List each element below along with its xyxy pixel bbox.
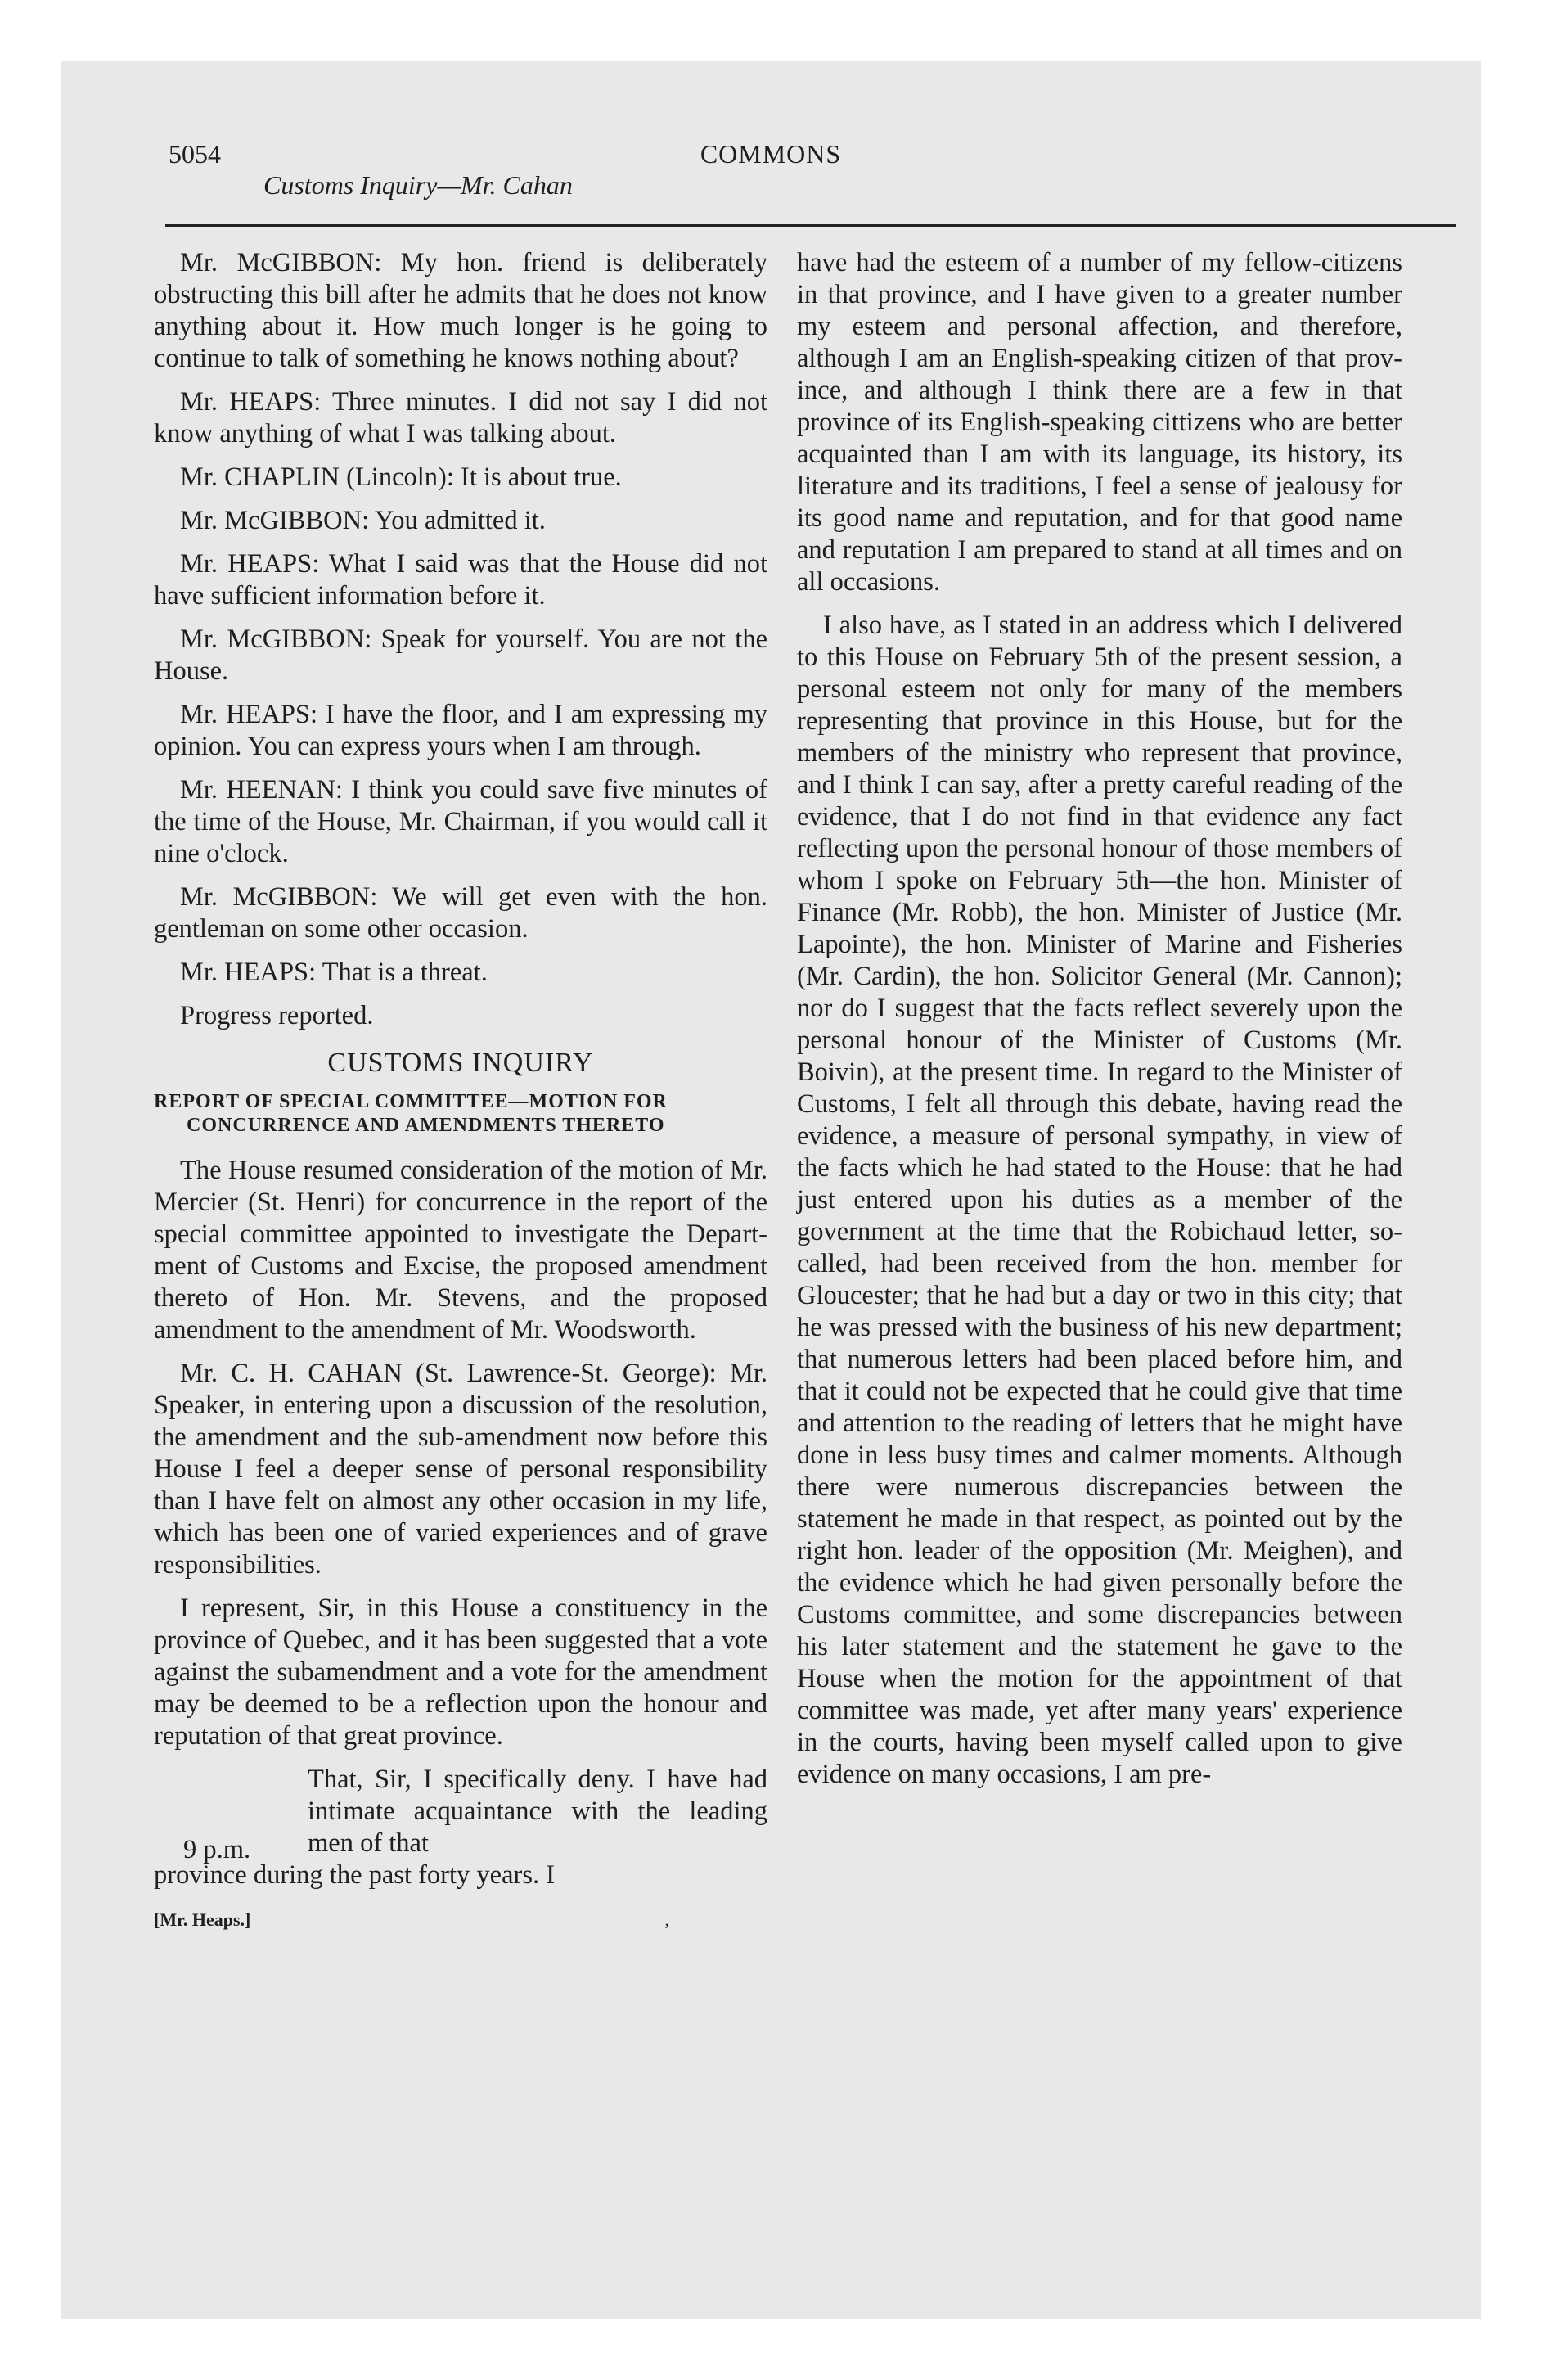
section-title: CUSTOMS INQUIRY (327, 1048, 594, 1078)
footer-speaker: [Mr. Heaps.] (154, 1909, 251, 1931)
paragraph: Mr. CHAPLIN (Lincoln): It is about true. (180, 462, 622, 492)
paragraph: Mr. HEAPS: I have the floor, and I am expressing my opinion. You can express yours when I am through. (154, 700, 767, 761)
paragraph: province during the past forty years. I (154, 1860, 556, 1891)
paragraph: I also have, as I stated in an address which I delivered to this House on February 5th of the present session, a personal esteem not only for many of the members representing that province in this House, but for the members of the ministry who represent that province, and I think I can say, after a pretty careful reading of the evidence, that I do not find in that evidence any fact reflecting upon the personal honour of those members of whom I spoke on February 5th—the hon. Minister of Finance (Mr. Robb), the hon. Minister of Justice (Mr. Lapointe), the hon. Minister of Marine and Fisheries (Mr. Cardin), the hon. Solicitor General (Mr. Cannon); nor do I suggest that the facts reflect severely upon the personal honour of the Minister of Customs (Mr. Boivin), at the present time. In regard to the Minister of Customs, I felt all through this debate, having read the evidence, a measure of personal sympathy, in view of the facts which he had stated to the House: that he had just entered upon his duties as a member of the government at the time that the Robichaud letter, socalled, had been received from the hon. member for Gloucester; that he had but a day or two in this city; that he was pressed with the business of his new department; that numerous letters had been placed before him, and that it could not be expected that he could give that time and attention to the reading of letters that he might have done in less busy times and calmer moments. Although there were numerous discrepancies between the statement he made in that respect, as pointed out by the right hon. leader of the opposition (Mr. Meighen), and the evidence which he had given personally before the Customs committee, and some discrepancies between his later statement and the statement he gave to the House when the motion for the appointment of that committee was made, yet after many years' experience in the courts, having been myself called upon to give evidence on many occasions, I am pre- (797, 611, 1402, 1789)
paragraph: Mr. McGIBBON: We will get even with the hon. gentleman on some other occasion. (154, 882, 767, 944)
paragraph: Mr. HEENAN: I think you could save five minutes of the time of the House, Mr. Chairman, if you would call it nine o'clock. (154, 775, 767, 868)
left-column (154, 247, 767, 1931)
paragraph: Progress reported. (180, 1001, 374, 1030)
paragraph: The House resumed consideration of the motion of Mr. Mercier (St. Henri) for concurrence in the report of the special committee appointed to investigate the Department of Customs and Excise, the proposed amendment thereto of Hon. Mr. Stevens, and the proposed amendment to the amendment of Mr. Woodsworth. (154, 1156, 767, 1346)
footer-mark: , (664, 1909, 669, 1931)
paragraph: Mr. HEAPS: That is a threat. (180, 958, 488, 987)
paragraph: have had the esteem of a number of my fellow-citizens in that province, and I have given to a greater number my esteem and personal affection, and therefore, although I am an English-speaking citizen of that province, and although I think there are a few in that province of its English-speaking cittizens who are better acquainted than I am with its language, its history, its literature and its traditions, I feel a sense of jealousy for its good name and reputation, and for that good name and reputation I am prepared to stand at all times and on all occasions. (797, 248, 1402, 597)
time-marker-block (154, 1764, 767, 1865)
paragraph: Mr. McGIBBON: Speak for yourself. You are not the House. (154, 624, 767, 686)
paragraph: Mr. McGIBBON: You admitted it. (180, 506, 546, 535)
running-head: Customs Inquiry—Mr. Cahan (263, 170, 573, 200)
paragraph: Mr. HEAPS: Three minutes. I did not say I did not know anything of what I was talking about. (154, 387, 767, 449)
paragraph: Mr. HEAPS: What I said was that the House did not have sufficient information before it. (154, 549, 767, 611)
footer (154, 1909, 767, 1931)
page-number: 5054 (169, 139, 221, 169)
page-title: COMMONS (700, 139, 842, 169)
header-rule (165, 224, 1456, 227)
page-header (61, 61, 1481, 257)
page-sheet (61, 61, 1481, 2319)
paragraph: I represent, Sir, in this House a constituency in the province of Quebec, and it has been suggested that a vote against the subamendment and a vote for the amendment may be deemed to be a reflection upon the honour and reputation of that great province. (154, 1593, 767, 1751)
time-marker: 9 p.m. (183, 1835, 251, 1865)
paragraph: Mr. McGIBBON: My hon. friend is deliberately obstructing this bill after he admits that he does not know anything about it. How much longer is he going to continue to talk of something he knows nothing about? (154, 248, 767, 373)
right-column (797, 247, 1402, 1802)
paragraph: That, Sir, I specifically deny. I have had intimate acquaintance with the leading men of that (308, 1765, 767, 1859)
paragraph: Mr. C. H. CAHAN (St. Lawrence-St. George): Mr. Speaker, in entering upon a discussion of the resolution, the amendment and the sub-amendment now before this House I feel a deeper sense of personal responsibility than I have felt on almost any other occasion in my life, which has been one of varied experiences and of grave responsibilities. (154, 1359, 767, 1580)
section-subheading: REPORT OF SPECIAL COMMITTEE—MOTION FOR CONCURRENCE AND AMENDMENTS THERETO (154, 1090, 668, 1136)
